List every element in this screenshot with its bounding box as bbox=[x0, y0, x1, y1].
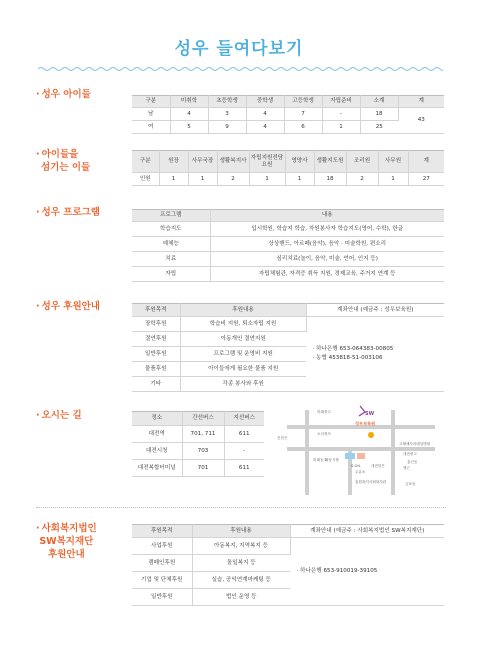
header-cell: 미취학 bbox=[170, 96, 208, 108]
header-cell: 자립준비 bbox=[322, 96, 360, 108]
header-cell: 계 bbox=[398, 96, 444, 108]
table-row: 사업후원 아동복지, 지역복지 등 · 하나은행 653-910019-39105 bbox=[132, 538, 444, 555]
table-row: 대전복합터미널 701 611 bbox=[132, 460, 264, 477]
svg-text:SW: SW bbox=[365, 411, 375, 417]
table-row: 자립 자립체험관, 자격증 취득 지원, 경제교육, 주거지 연계 등 bbox=[132, 267, 444, 282]
section-children-label: · 성우 아이들 bbox=[36, 89, 91, 100]
table-row: 일반후원 프로그램 및 운영비 지원 bbox=[132, 347, 444, 362]
header-cell: 자립지원전담요원 bbox=[249, 151, 285, 173]
section-sponsor-label: · 성우 후원안내 bbox=[36, 301, 100, 312]
sw-logo-icon bbox=[359, 406, 375, 417]
children-table bbox=[132, 95, 444, 134]
table-row: 치료 심리치료(놀이, 음악, 미술, 언어, 인지 등) bbox=[132, 252, 444, 267]
header-cell: 영양사 bbox=[285, 151, 314, 173]
foundation-table bbox=[132, 524, 444, 606]
svg-text:흥신동: 흥신동 bbox=[407, 460, 418, 464]
building-icon bbox=[357, 453, 365, 459]
directions-table bbox=[132, 411, 264, 477]
header-cell: 후원목적 bbox=[132, 304, 180, 317]
section-directions-label: · 오시는 길 bbox=[36, 410, 82, 421]
programs-table bbox=[132, 209, 444, 282]
table-row: 물품후원 아이들에게 필요한 물품 지원 bbox=[132, 362, 444, 377]
header-cell: 사무원 bbox=[378, 151, 408, 173]
header-cell: 계 bbox=[408, 151, 444, 173]
header-cell: 조리원 bbox=[346, 151, 378, 173]
table-row: 인원 1 1 2 1 1 18 2 1 27 bbox=[132, 173, 444, 186]
section-divider bbox=[36, 507, 446, 508]
header-cell: 후원목적 bbox=[132, 525, 192, 538]
header-cell: 지선버스 bbox=[224, 412, 264, 426]
header-cell: 사무국장 bbox=[188, 151, 217, 173]
wave-divider bbox=[38, 66, 443, 72]
header-cell: 계좌안내 (예금주 : 성우보육원) bbox=[306, 304, 444, 317]
svg-text:금포동: 금포동 bbox=[405, 482, 416, 486]
table-row: 캠페인후원 돌잎복지 등 bbox=[132, 555, 444, 572]
table-row: 일반후원 법인 운영 등 bbox=[132, 589, 444, 606]
table-row: 대전역 701, 711 611 bbox=[132, 426, 264, 443]
location-map bbox=[275, 405, 440, 500]
header-cell: 간선버스 bbox=[182, 412, 224, 426]
sponsor-accounts: · 하나은행 653-064383-00805 · 농협 453818-51-003106 bbox=[306, 317, 444, 392]
header-cell: 중학생 bbox=[246, 96, 284, 108]
building-icon bbox=[345, 453, 355, 459]
header-cell: 후원내용 bbox=[192, 525, 290, 538]
header-cell: 생활지도원 bbox=[314, 151, 346, 173]
svg-text:고제매사리매일병원: 고제매사리매일병원 bbox=[399, 442, 431, 446]
svg-text:미래공주: 미래공주 bbox=[313, 458, 327, 462]
map-place-label: 성우보육원 bbox=[355, 421, 376, 426]
header-cell: 구분 bbox=[132, 151, 159, 173]
sponsor-table bbox=[132, 303, 444, 392]
table-row: 여 5 9 4 6 1 25 bbox=[132, 121, 444, 134]
svg-text:대전한은: 대전한은 bbox=[371, 464, 385, 468]
header-cell: 소계 bbox=[360, 96, 398, 108]
header-cell: 고등학생 bbox=[284, 96, 322, 108]
svg-text:대전중고: 대전중고 bbox=[403, 452, 417, 456]
section-staff-label: · 아이들을 섬기는 이들 bbox=[36, 149, 91, 173]
header-cell: 원장 bbox=[159, 151, 188, 173]
svg-text:오리정사: 오리정사 bbox=[317, 432, 331, 436]
table-row: 대전시청 703 - bbox=[132, 443, 264, 460]
section-foundation-label: · 사회복지법인 SW복지재단 후원안내 bbox=[36, 523, 97, 560]
table-row: 기타 각종 봉사와 후원 bbox=[132, 377, 444, 392]
svg-text:좌동시장: 좌동시장 bbox=[325, 458, 339, 462]
svg-text:홍원복지사회복지관: 홍원복지사회복지관 bbox=[355, 480, 387, 484]
svg-text:엘근: 엘근 bbox=[403, 466, 410, 470]
page-title: 성우 들여다보기 bbox=[174, 39, 304, 59]
header-cell: 내용 bbox=[210, 210, 444, 222]
svg-text:S-OIL: S-OIL bbox=[351, 464, 361, 468]
section-programs-label: · 성우 프로그램 bbox=[36, 207, 100, 218]
header-cell: 정소 bbox=[132, 412, 182, 426]
header-cell: 초등학생 bbox=[208, 96, 246, 108]
table-row: 남 4 3 4 7 - 18 43 bbox=[132, 108, 444, 121]
svg-text:신한은: 신한은 bbox=[277, 436, 288, 440]
header-cell: 후원내용 bbox=[180, 304, 306, 317]
staff-table bbox=[132, 150, 444, 186]
header-cell: 생활복지사 bbox=[217, 151, 249, 173]
location-pin-icon bbox=[368, 432, 374, 438]
table-row: 예체능 상상밴드, 아르떼(음악), 음악 · 미술학원, 편소리 bbox=[132, 237, 444, 252]
svg-text:주유소: 주유소 bbox=[355, 470, 366, 474]
table-row: 기업 및 단체후원 실습, 공익연계마케팅 등 bbox=[132, 572, 444, 589]
svg-text:미래중고: 미래중고 bbox=[317, 410, 331, 414]
table-row: 장학후원 학습비 지원, 퇴소자립 지원 · 하나은행 653-064383-00805 · 농협 453818-51-003106 bbox=[132, 317, 444, 332]
table-row: 학습지도 입시학원, 학습지 학습, 자원봉사자 학습지도(영어, 수학), 한글 bbox=[132, 222, 444, 237]
header-cell: 계좌안내 (예금주 : 사회복지법인 SW복지재단) bbox=[290, 525, 444, 538]
children-total: 43 bbox=[398, 108, 444, 134]
table-row: 결연후원 아동개인 결연지원 bbox=[132, 332, 444, 347]
foundation-account: · 하나은행 653-910019-39105 bbox=[290, 538, 444, 606]
header-cell: 프로그램 bbox=[132, 210, 210, 222]
header-cell: 구분 bbox=[132, 96, 170, 108]
